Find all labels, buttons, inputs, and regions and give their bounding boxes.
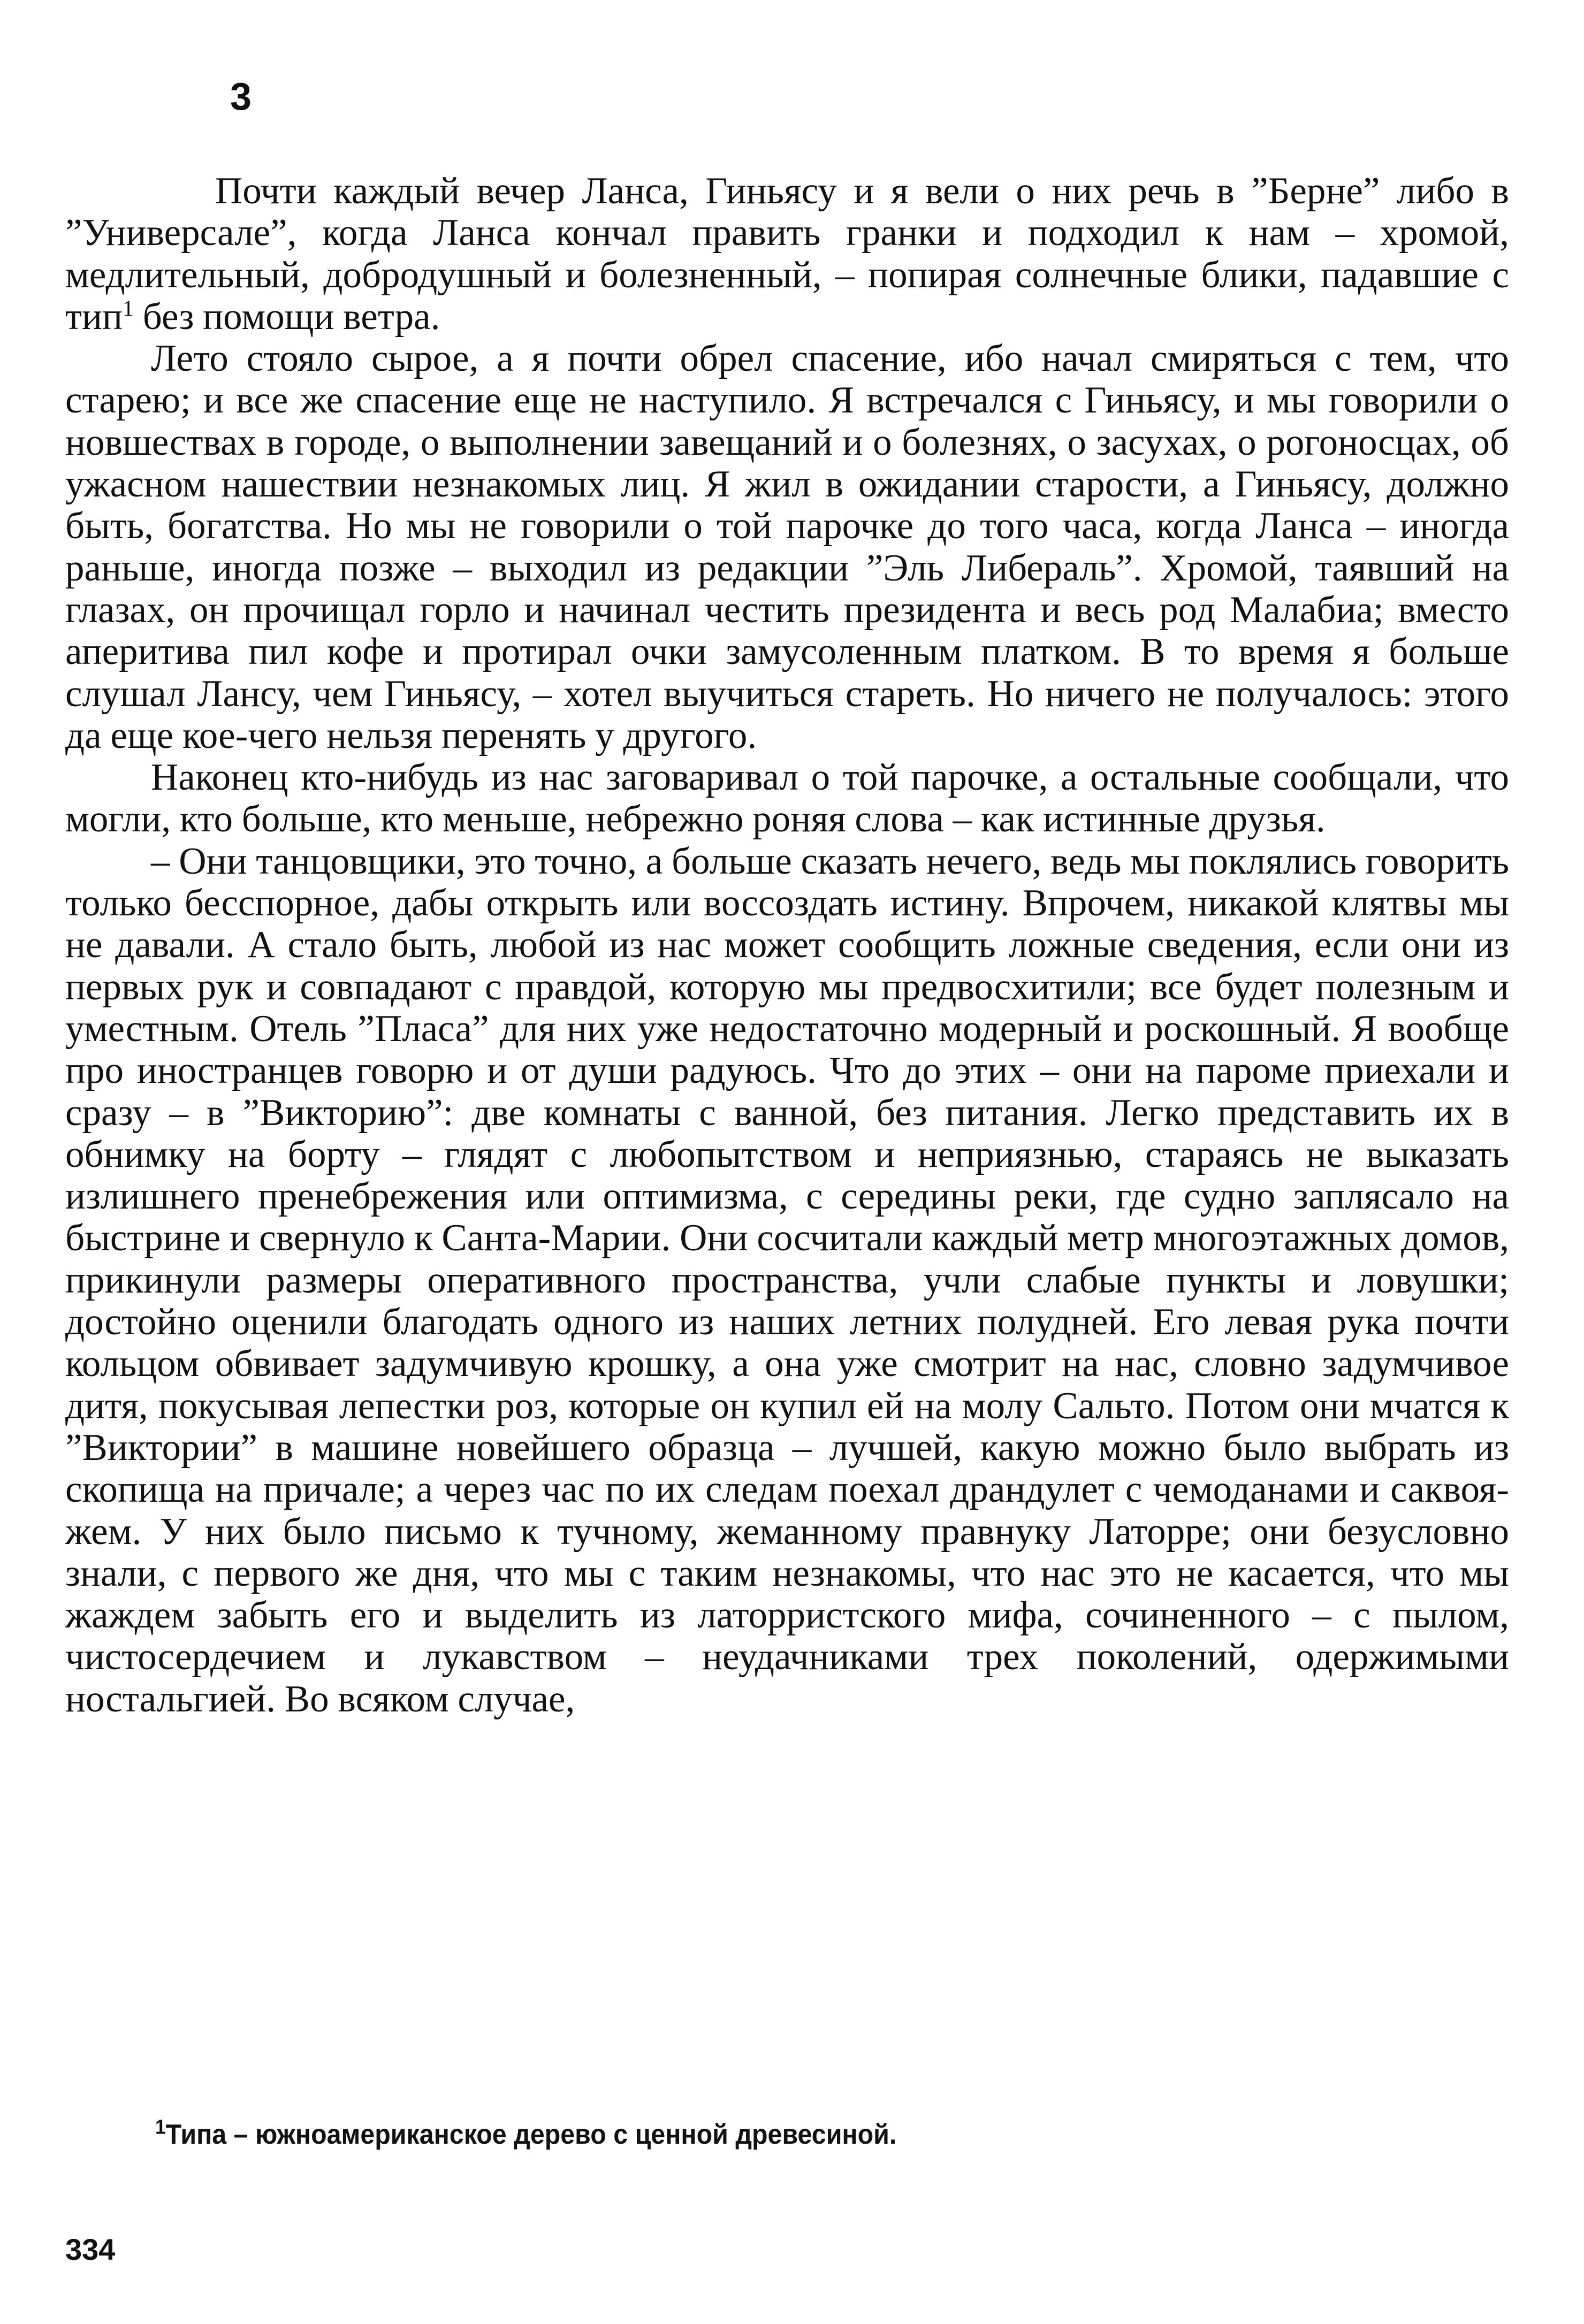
body-text: [65, 170, 1509, 1720]
paragraph-1-text-a: Почти каждый вечер Ланса, Гиньясу и я вели о них речь в ”Берне” либо в ”Универсале”, когда Ланса кончал править гранки и подходил к нам – хромой, медлительный, добродушный и болезненный, – попирая солнечные блики, падавшие с тип: [65, 170, 1509, 338]
paragraph-4: – Они танцовщики, это точно, а больше сказать нечего, ведь мы поклялись говорить только бесспорное, дабы открыть или воссоздать истину. Впрочем, никакой клятвы мы не давали. А стало быть, любой из нас может сообщить ложные сведения, если они из первых рук и совпадают с правдой, которую мы предвосхитили; все будет полезным и уместным. Отель ”Пласа” для них уже недостаточно модерный и роскошный. Я вообще про иностранцев говорю и от души радуюсь. Что до этих – они на пароме приехали и сразу – в ”Викторию”: две комнаты с ванной, без питания. Легко представить их в обнимку на борту – глядят с любопытством и неприязнью, стараясь не выказать излишнего пренебрежения или оптимизма, с середины реки, где судно заплясало на быстрине и свернуло к Санта-Марии. Они сосчитали каждый метр многоэтажных домов, прикинули размеры оперативного пространства, учли слабые пункты и ловушки; достойно оценили благодать одного из наших летних полудней. Его левая рука почти кольцом обвивает задумчивую крошку, а она уже смотрит на нас, словно задумчивое дитя, покусывая лепестки роз, которые он купил ей на молу Сальто. Потом они мчатся к ”Виктории” в машине новейшего образца – лучшей, какую можно было выбрать из скопища на причале; а через час по их следам поехал драндулет с чемоданами и саквояжем. У них было письмо к тучному, жеманному правнуку Латорре; они безусловно знали, с первого же дня, что мы с таким незнакомы, что нас это не касается, что мы жаждем забыть его и выделить из латорристского мифа, сочиненного – с пылом, чистосердечием и лукавством – неудачниками трех поколений, одержимыми ностальгией. Во всяком случае,: [65, 840, 1509, 1720]
footnote-text: Типа – южноамериканское дерево с ценной древесиной.: [165, 2119, 897, 2150]
footnote: [155, 2116, 897, 2151]
footnote-mark: 1: [155, 2116, 166, 2139]
paragraph-1-text-b: без помощи ветра.: [134, 295, 440, 338]
paragraph-2: Лето стояло сырое, а я почти обрел спасение, ибо начал смиряться с тем, что старею; и все же спасение еще не наступило. Я встречался с Гиньясу, и мы говорили о новшествах в городе, о выполнении завещаний и о болезнях, о засухах, о рогоносцах, об ужасном нашествии незнакомых лиц. Я жил в ожидании старости, а Гиньясу, должно быть, богатства. Но мы не говорили о той парочке до того часа, когда Ланса – иногда раньше, иногда позже – выходил из редакции ”Эль Либераль”. Хромой, таявший на глазах, он прочищал горло и начинал честить президента и весь род Малабиа; вместо аперитива пил кофе и протирал очки замусоленным платком. В то время я больше слушал Лансу, чем Гиньясу, – хотел выучиться стареть. Но ничего не получалось: этого да еще кое-чего нельзя перенять у другого.: [65, 338, 1509, 756]
footnote-reference: 1: [123, 296, 134, 322]
page-number: 334: [65, 2233, 116, 2266]
paragraph-1: [65, 170, 1509, 338]
chapter-number: 3: [230, 75, 252, 118]
paragraph-3: Наконец кто-нибудь из нас заговаривал о той парочке, а остальные сообщали, что могли, кто больше, кто меньше, небрежно роняя слова – как истинные друзья.: [65, 756, 1509, 840]
